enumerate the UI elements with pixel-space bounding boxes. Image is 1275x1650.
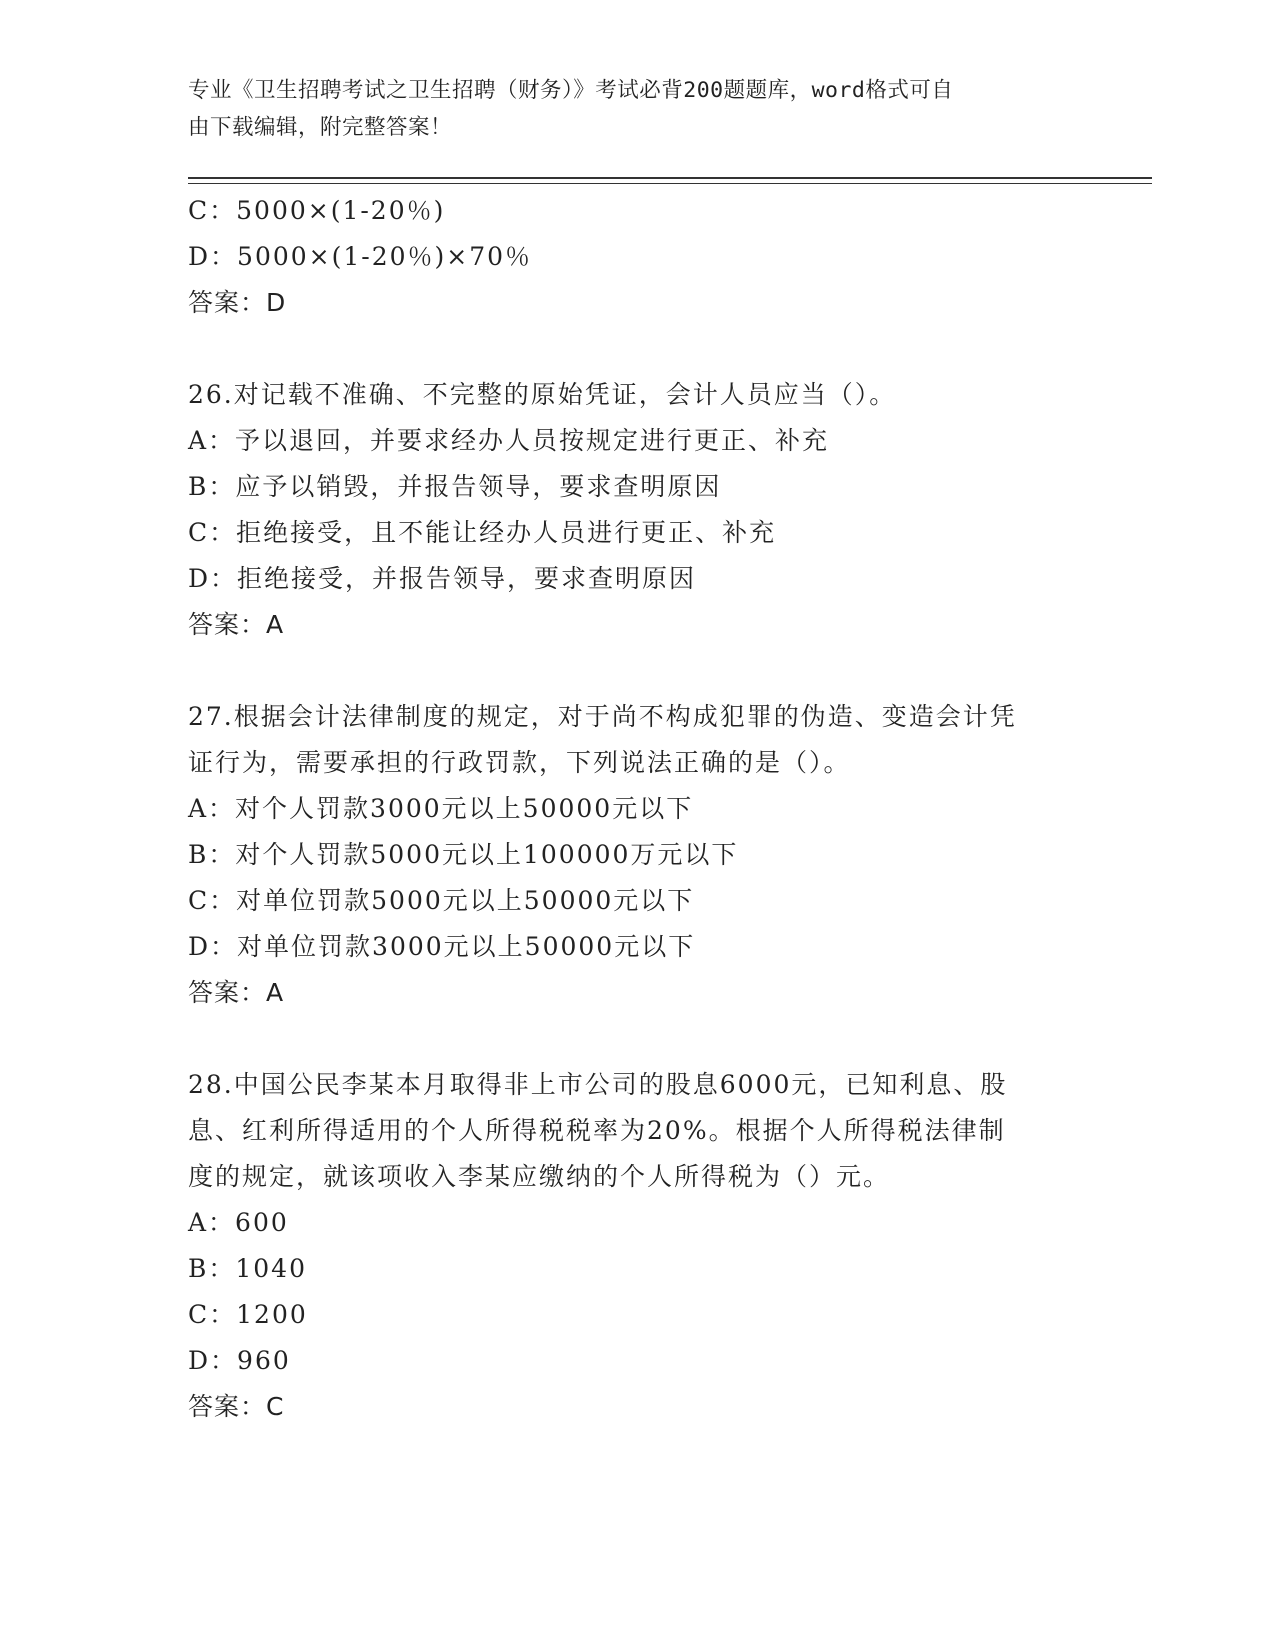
header-rule-thick — [188, 177, 1152, 179]
spacer — [188, 1016, 1088, 1062]
spacer — [188, 648, 1088, 694]
question-text: 27.根据会计法律制度的规定，对于尚不构成犯罪的伪造、变造会计凭 — [188, 702, 1017, 731]
answer: 答案：D — [188, 288, 287, 317]
option-d: D：对单位罚款3000元以上50000元以下 — [188, 932, 696, 961]
document-body — [188, 188, 1088, 1430]
option-a: A：对个人罚款3000元以上50000元以下 — [188, 794, 694, 823]
option-c: C：5000×(1-20％) — [188, 196, 446, 225]
answer: 答案：A — [188, 610, 285, 639]
question-text-continued: 度的规定，就该项收入李某应缴纳的个人所得税为（）元。 — [188, 1162, 891, 1191]
option-b: B：对个人罚款5000元以上100000万元以下 — [188, 840, 739, 869]
option-b: B：1040 — [188, 1254, 307, 1283]
question-text-continued: 证行为，需要承担的行政罚款，下列说法正确的是（）。 — [188, 748, 851, 777]
option-d: D：960 — [188, 1346, 291, 1375]
option-a: A：600 — [188, 1208, 289, 1237]
question-text-continued: 息、红利所得适用的个人所得税税率为20%。根据个人所得税法律制 — [188, 1116, 1006, 1145]
option-c: C：拒绝接受，且不能让经办人员进行更正、补充 — [188, 518, 777, 547]
answer: 答案：A — [188, 978, 285, 1007]
header-rule-thin — [188, 183, 1152, 184]
question-text: 26.对记载不准确、不完整的原始凭证，会计人员应当（）。 — [188, 380, 897, 409]
question-28 — [188, 1062, 1088, 1430]
answer: 答案：C — [188, 1392, 285, 1421]
spacer — [188, 326, 1088, 372]
header-line-1: 专业《卫生招聘考试之卫生招聘（财务）》考试必背200题题库，word格式可自 — [188, 78, 954, 103]
question-26 — [188, 372, 1088, 648]
option-d: D：5000×(1-20％)×70％ — [188, 242, 533, 271]
option-c: C：对单位罚款5000元以上50000元以下 — [188, 886, 695, 915]
question-text: 28.中国公民李某本月取得非上市公司的股息6000元，已知利息、股 — [188, 1070, 1008, 1099]
option-a: A：予以退回，并要求经办人员按规定进行更正、补充 — [188, 426, 830, 455]
option-b: B：应予以销毁，并报告领导，要求查明原因 — [188, 472, 722, 501]
question-27 — [188, 694, 1088, 1016]
header-line-2: 由下载编辑，附完整答案！ — [188, 115, 453, 140]
question-25-tail — [188, 188, 1088, 326]
document-header — [188, 72, 1068, 146]
option-d: D：拒绝接受，并报告领导，要求查明原因 — [188, 564, 697, 593]
option-c: C：1200 — [188, 1300, 308, 1329]
